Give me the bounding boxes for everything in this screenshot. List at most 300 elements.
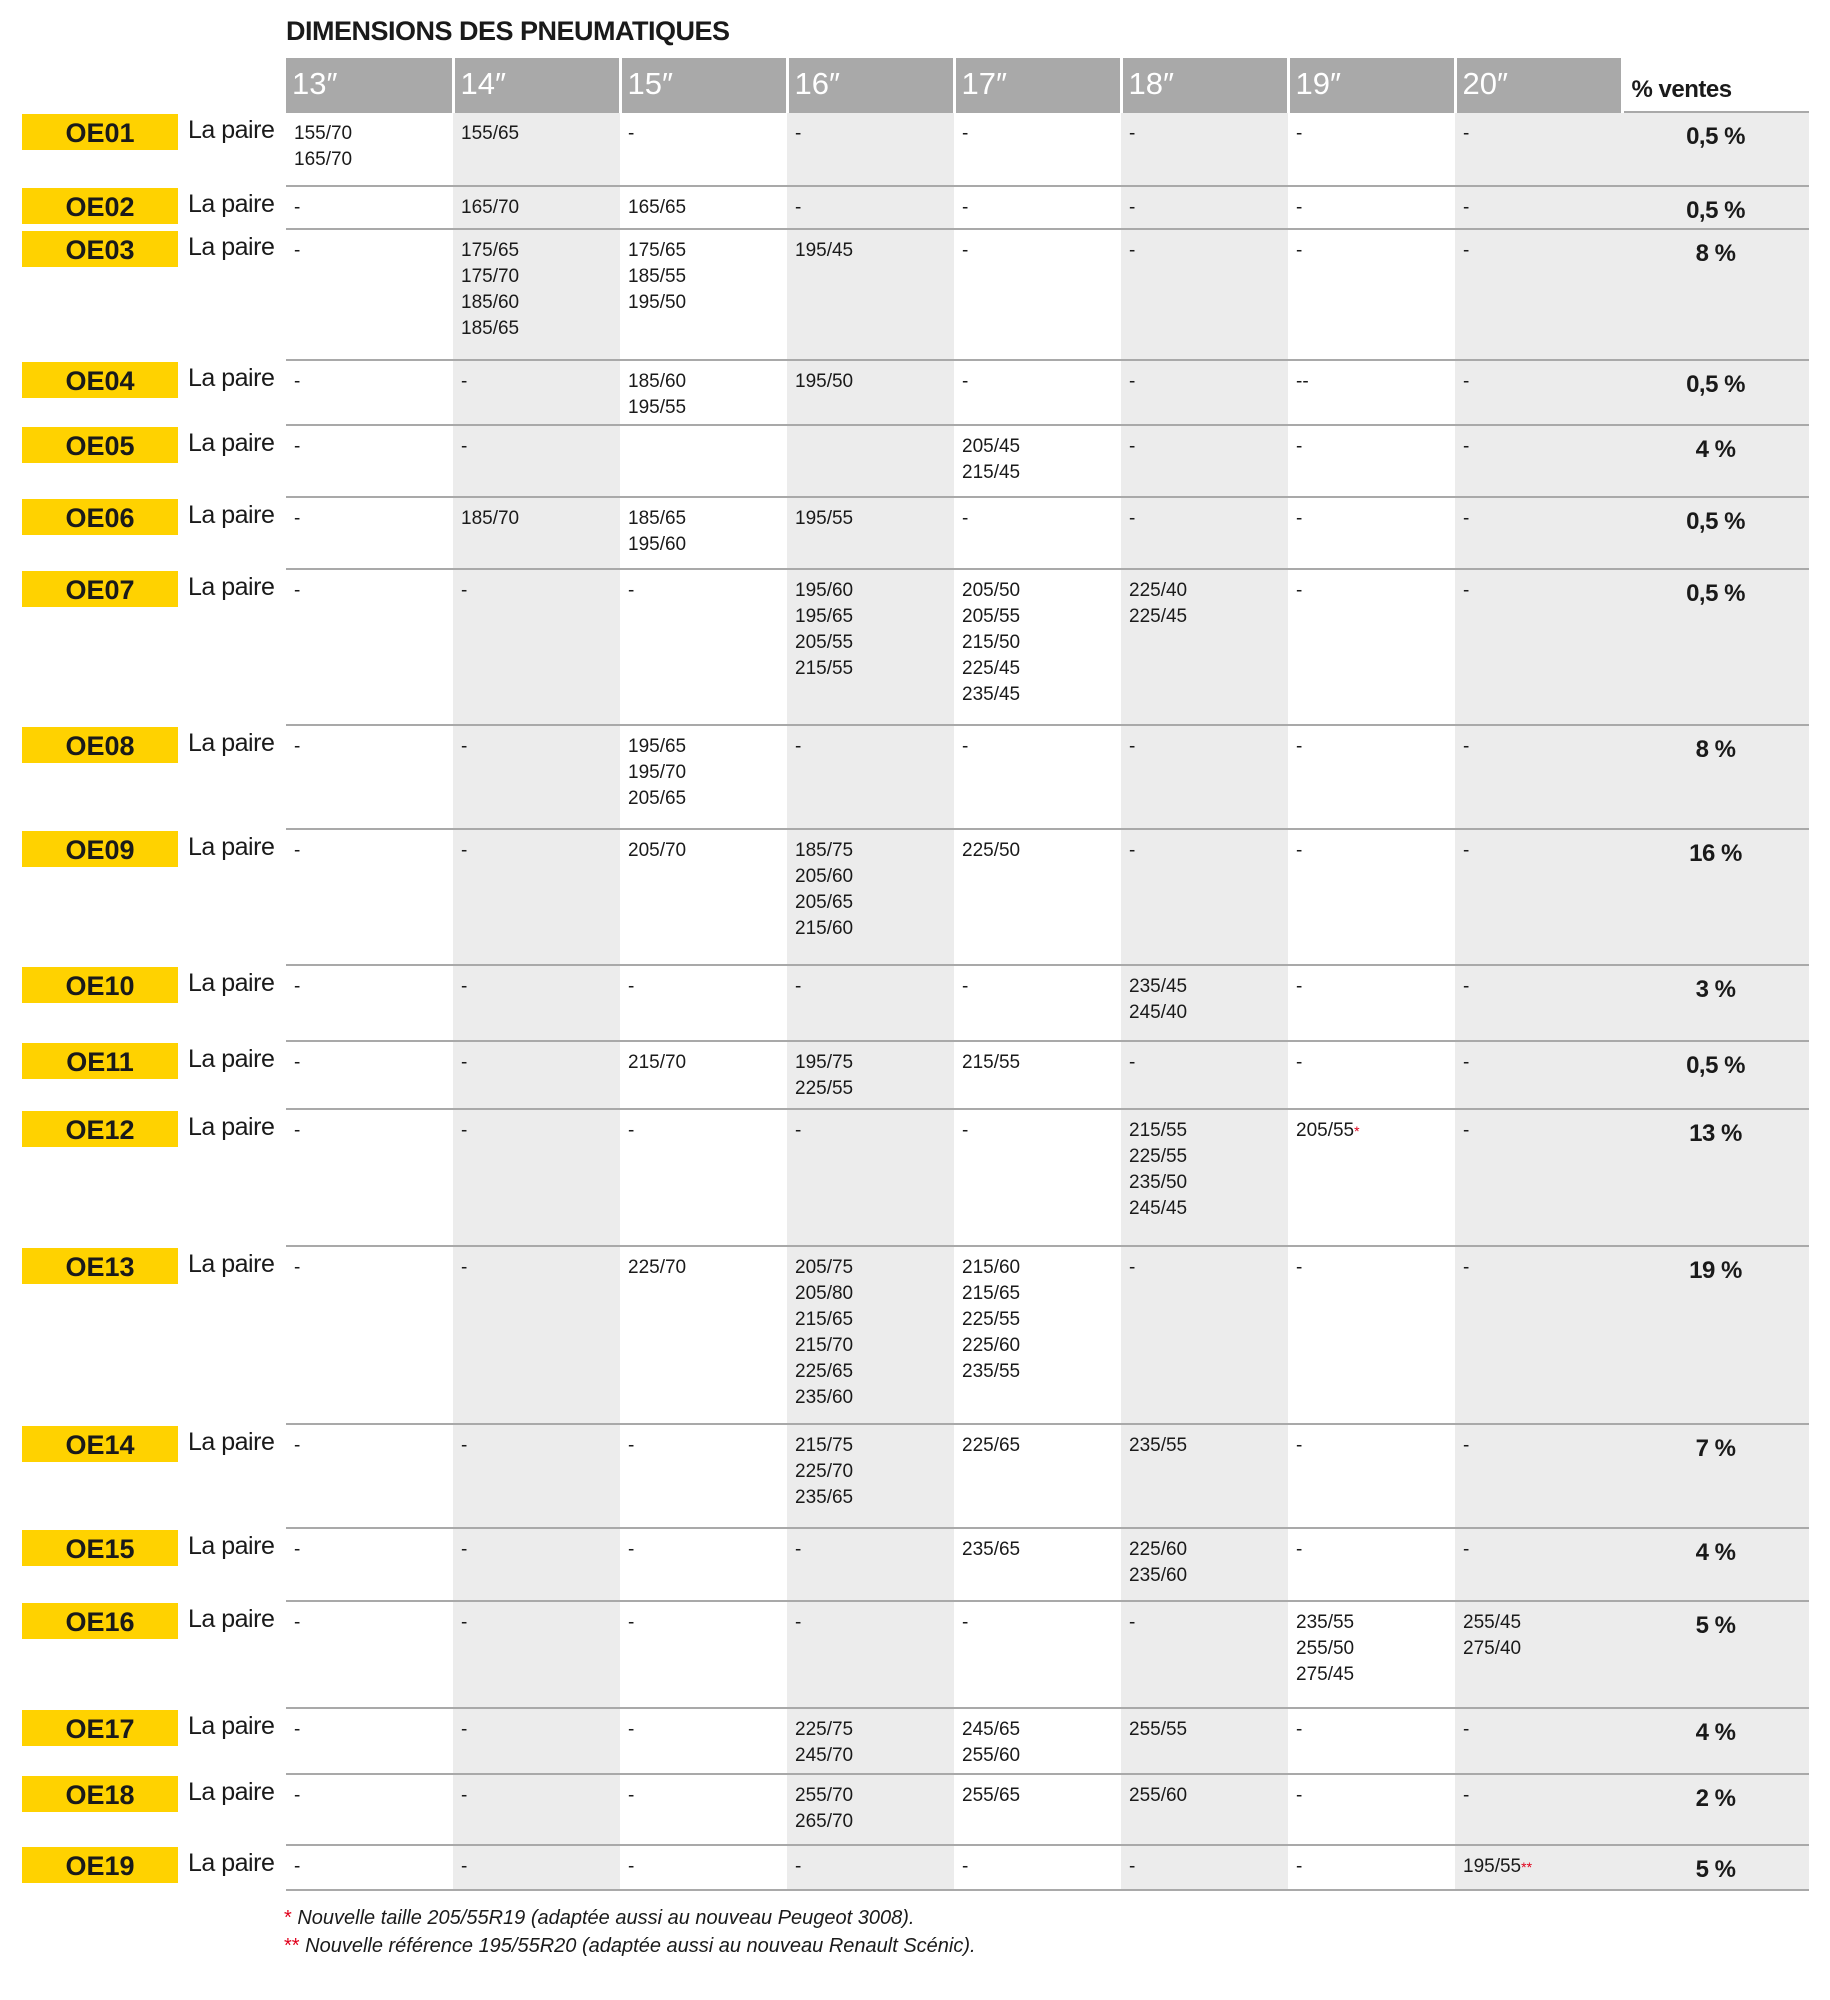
size-cell: [620, 965, 787, 1041]
pair-label: La paire: [188, 1849, 275, 1877]
tyre-dimensions-table: [22, 58, 1809, 1891]
table-body: [22, 112, 1809, 1890]
size-values: -: [461, 976, 468, 997]
sales-percent-cell: 0,5 %: [1622, 186, 1809, 229]
size-cell: [620, 229, 787, 360]
size-cell: [954, 497, 1121, 569]
size-cell: [954, 186, 1121, 229]
page-title: DIMENSIONS DES PNEUMATIQUES: [286, 16, 730, 46]
size-values: -: [1463, 840, 1470, 861]
table-row: [22, 1601, 1809, 1708]
size-cell: [620, 1708, 787, 1774]
size-cell: [620, 1528, 787, 1601]
size-values: 225/75 245/70: [795, 1719, 854, 1766]
footnote-2: [284, 1932, 976, 1960]
size-values: 205/70: [628, 840, 687, 861]
size-cell: [787, 497, 954, 569]
pair-label: La paire: [188, 1712, 275, 1740]
footnote-1: [284, 1904, 976, 1932]
size-cell: [286, 1528, 453, 1601]
reference-badge: OE13: [22, 1248, 178, 1284]
size-cell: [286, 360, 453, 425]
sales-percent-cell: 0,5 %: [1622, 1041, 1809, 1109]
size-values: 185/75 205/60 205/65 215/60: [795, 840, 854, 939]
size-values: 225/50: [962, 840, 1021, 861]
table-row: [22, 360, 1809, 425]
reference-badge: OE17: [22, 1710, 178, 1746]
size-values: -: [1463, 436, 1470, 457]
pair-label: La paire: [188, 729, 275, 757]
header-size-20: 20″: [1455, 58, 1622, 112]
size-cell: [1455, 1601, 1622, 1708]
size-values: 175/65 185/55 195/50: [628, 240, 687, 313]
size-cell: [1288, 1528, 1455, 1601]
size-values: -: [1463, 976, 1470, 997]
size-cell: [1121, 112, 1288, 186]
reference-cell: [22, 1109, 180, 1246]
size-values: -: [461, 736, 468, 757]
size-values: -: [1129, 197, 1136, 218]
footnotes: [284, 1904, 976, 1960]
size-cell: [1288, 186, 1455, 229]
size-cell: [787, 1774, 954, 1845]
reference-badge: OE03: [22, 231, 178, 267]
sales-percent-cell: 2 %: [1622, 1774, 1809, 1845]
size-values: -: [1296, 1719, 1303, 1740]
size-cell: [787, 1246, 954, 1424]
size-cell: [1288, 1041, 1455, 1109]
size-cell: [453, 965, 620, 1041]
reference-badge: OE18: [22, 1776, 178, 1812]
size-cell: [787, 425, 954, 497]
size-cell: [787, 1109, 954, 1246]
size-cell: [787, 725, 954, 829]
size-cell: [453, 112, 620, 186]
header-size-14: 14″: [453, 58, 620, 112]
size-cell: [1121, 1246, 1288, 1424]
size-values: -: [294, 240, 301, 261]
size-cell: [453, 1528, 620, 1601]
size-cell: [1455, 965, 1622, 1041]
size-cell: [1288, 1774, 1455, 1845]
size-values: -: [962, 197, 969, 218]
size-cell: [453, 186, 620, 229]
size-cell: [1121, 1109, 1288, 1246]
reference-cell: [22, 229, 180, 360]
size-cell: [1121, 186, 1288, 229]
size-values: -: [461, 1257, 468, 1278]
size-cell: [620, 497, 787, 569]
size-cell: [1455, 229, 1622, 360]
size-values: -: [628, 1435, 635, 1456]
table-row: [22, 1424, 1809, 1528]
pair-label: La paire: [188, 1045, 275, 1073]
size-values: 195/55: [1463, 1856, 1522, 1877]
footnote-1-text: Nouvelle taille 205/55R19 (adaptée aussi au nouveau Peugeot 3008).: [291, 1907, 915, 1929]
size-values: 205/45 215/45: [962, 436, 1021, 483]
size-cell: [286, 1246, 453, 1424]
size-values: -: [1296, 580, 1303, 601]
size-values: -: [1463, 508, 1470, 529]
size-cell: [787, 1845, 954, 1890]
size-cell: [787, 569, 954, 725]
size-values: 195/45: [795, 240, 854, 261]
size-values: -: [461, 1435, 468, 1456]
size-values: -: [1463, 736, 1470, 757]
reference-badge: OE08: [22, 727, 178, 763]
size-cell: [453, 1109, 620, 1246]
size-cell: [1288, 360, 1455, 425]
size-cell: [954, 1424, 1121, 1528]
size-cell: [787, 229, 954, 360]
reference-badge: OE10: [22, 967, 178, 1003]
size-values: -: [795, 1612, 802, 1633]
size-cell: [954, 360, 1121, 425]
size-values: -: [795, 1856, 802, 1877]
header-size-17: 17″: [954, 58, 1121, 112]
size-values: 235/65: [962, 1539, 1021, 1560]
size-values: -: [1463, 1120, 1470, 1141]
reference-badge: OE16: [22, 1603, 178, 1639]
size-values: 215/55 225/55 235/50 245/45: [1129, 1120, 1188, 1219]
reference-badge: OE04: [22, 362, 178, 398]
sales-percent-cell: 8 %: [1622, 725, 1809, 829]
size-values: -: [294, 736, 301, 757]
size-values: 215/55: [962, 1052, 1021, 1073]
table-row: [22, 569, 1809, 725]
size-cell: [453, 1601, 620, 1708]
size-values: 195/60 195/65 205/55 215/55: [795, 580, 854, 679]
size-values: -: [1129, 436, 1136, 457]
size-cell: [1455, 829, 1622, 965]
size-values: -: [1296, 197, 1303, 218]
size-cell: [1121, 229, 1288, 360]
size-cell: [286, 569, 453, 725]
size-values: -: [461, 1856, 468, 1877]
size-cell: [1121, 1424, 1288, 1528]
size-values: -: [1129, 840, 1136, 861]
size-cell: [453, 229, 620, 360]
size-values: 185/65 195/60: [628, 508, 687, 555]
pair-label: La paire: [188, 969, 275, 997]
size-values: 225/40 225/45: [1129, 580, 1188, 627]
size-values: -: [628, 123, 635, 144]
pair-label: La paire: [188, 1113, 275, 1141]
size-cell: [453, 497, 620, 569]
reference-badge: OE12: [22, 1111, 178, 1147]
size-cell: [1288, 829, 1455, 965]
table-row: [22, 965, 1809, 1041]
table-row: [22, 186, 1809, 229]
reference-badge: OE02: [22, 188, 178, 224]
sales-percent-cell: 0,5 %: [1622, 497, 1809, 569]
size-values: 195/50: [795, 371, 854, 392]
size-values: -: [1296, 736, 1303, 757]
size-cell: [1121, 829, 1288, 965]
size-cell: [453, 1041, 620, 1109]
size-cell: [787, 1528, 954, 1601]
size-cell: [620, 1041, 787, 1109]
size-cell: [286, 229, 453, 360]
sales-percent-cell: 7 %: [1622, 1424, 1809, 1528]
size-values: -: [795, 1539, 802, 1560]
reference-cell: [22, 360, 180, 425]
size-cell: [1288, 1708, 1455, 1774]
size-cell: [1121, 965, 1288, 1041]
size-cell: [954, 1601, 1121, 1708]
size-cell: [453, 725, 620, 829]
size-cell: [1455, 1041, 1622, 1109]
size-values: -: [962, 123, 969, 144]
size-values: 155/70 165/70: [294, 123, 353, 170]
size-values: -: [1296, 840, 1303, 861]
size-cell: [954, 1528, 1121, 1601]
pair-label: La paire: [188, 1250, 275, 1278]
reference-badge: OE14: [22, 1426, 178, 1462]
pair-label: La paire: [188, 573, 275, 601]
size-values: -: [461, 1052, 468, 1073]
size-cell: [954, 229, 1121, 360]
size-cell: [286, 1845, 453, 1890]
size-cell: [286, 725, 453, 829]
size-values: 225/65: [962, 1435, 1021, 1456]
size-values: 195/55: [795, 508, 854, 529]
size-values: -: [294, 197, 301, 218]
size-cell: [1455, 497, 1622, 569]
size-values: -: [962, 976, 969, 997]
reference-cell: [22, 965, 180, 1041]
size-cell: [787, 1601, 954, 1708]
size-values: -: [1463, 1719, 1470, 1740]
sales-percent-cell: 4 %: [1622, 1708, 1809, 1774]
size-values: -: [1129, 371, 1136, 392]
header-sales-percent: % ventes: [1631, 76, 1732, 103]
size-values: -: [294, 371, 301, 392]
size-values: -: [628, 976, 635, 997]
size-values: -: [962, 1856, 969, 1877]
size-values: -: [1463, 371, 1470, 392]
size-values: 255/70 265/70: [795, 1785, 854, 1832]
size-values: 165/70: [461, 197, 520, 218]
size-values: -: [1129, 1052, 1136, 1073]
size-values: 185/70: [461, 508, 520, 529]
size-cell: [453, 1708, 620, 1774]
reference-badge: OE19: [22, 1847, 178, 1883]
size-cell: [954, 1774, 1121, 1845]
pair-label: La paire: [188, 190, 275, 218]
size-cell: [620, 1601, 787, 1708]
table-row: [22, 1528, 1809, 1601]
size-values: -: [1129, 123, 1136, 144]
size-values: -: [1296, 1539, 1303, 1560]
size-cell: [453, 569, 620, 725]
footnote-marker: **: [1521, 1859, 1533, 1875]
size-cell: [787, 1708, 954, 1774]
size-cell: [787, 360, 954, 425]
size-values: -: [1463, 240, 1470, 261]
size-cell: [1455, 1774, 1622, 1845]
size-values: -: [1296, 1785, 1303, 1806]
size-values: 215/75 225/70 235/65: [795, 1435, 854, 1508]
size-values: -: [1463, 1435, 1470, 1456]
size-cell: [620, 829, 787, 965]
pair-label: La paire: [188, 501, 275, 529]
sales-percent-cell: 4 %: [1622, 425, 1809, 497]
size-cell: [620, 1774, 787, 1845]
size-values: -: [628, 1719, 635, 1740]
size-cell: [1121, 425, 1288, 497]
footnote-2-mark: **: [284, 1935, 300, 1957]
size-cell: [1121, 1601, 1288, 1708]
size-cell: [620, 1845, 787, 1890]
reference-cell: [22, 1601, 180, 1708]
size-cell: [954, 1845, 1121, 1890]
size-values: 195/65 195/70 205/65: [628, 736, 687, 809]
size-values: -: [461, 436, 468, 457]
reference-cell: [22, 112, 180, 186]
size-values: -: [628, 1856, 635, 1877]
size-values: -: [1296, 1856, 1303, 1877]
size-values: -: [1296, 123, 1303, 144]
size-values: 215/60 215/65 225/55 225/60 235/55: [962, 1257, 1021, 1382]
size-cell: [787, 1424, 954, 1528]
size-cell: [954, 425, 1121, 497]
size-values: -: [962, 371, 969, 392]
size-cell: [954, 1246, 1121, 1424]
size-values: -: [1296, 436, 1303, 457]
size-cell: [620, 425, 787, 497]
size-values: -: [962, 1120, 969, 1141]
pair-label: La paire: [188, 1532, 275, 1560]
table-row: [22, 1708, 1809, 1774]
size-values: -: [1463, 1785, 1470, 1806]
size-cell: [1455, 1109, 1622, 1246]
size-cell: [1455, 725, 1622, 829]
size-values: -: [294, 508, 301, 529]
reference-badge: OE06: [22, 499, 178, 535]
size-cell: [1455, 569, 1622, 725]
reference-badge: OE11: [22, 1043, 178, 1079]
size-cell: [286, 112, 453, 186]
table-row: [22, 725, 1809, 829]
size-values: -: [461, 1612, 468, 1633]
size-values: -: [628, 1785, 635, 1806]
size-values: 225/70: [628, 1257, 687, 1278]
reference-cell: [22, 1424, 180, 1528]
sales-percent-cell: 0,5 %: [1622, 569, 1809, 725]
sales-percent-cell: 0,5 %: [1622, 360, 1809, 425]
table-row: [22, 229, 1809, 360]
size-values: -: [1129, 240, 1136, 261]
size-values: 195/75 225/55: [795, 1052, 854, 1099]
table-row: [22, 829, 1809, 965]
size-cell: [620, 360, 787, 425]
size-values: 235/55 255/50 275/45: [1296, 1612, 1355, 1685]
size-values: 255/65: [962, 1785, 1021, 1806]
size-values: -: [1463, 580, 1470, 601]
size-cell: [787, 965, 954, 1041]
size-values: -: [1296, 240, 1303, 261]
size-cell: [1121, 1528, 1288, 1601]
size-cell: [286, 965, 453, 1041]
size-cell: [620, 1109, 787, 1246]
table-row: [22, 1774, 1809, 1845]
size-cell: [1121, 725, 1288, 829]
size-values: -: [461, 1120, 468, 1141]
size-values: -: [1296, 508, 1303, 529]
size-values: -: [1296, 976, 1303, 997]
header-size-13: 13″: [286, 58, 453, 112]
size-cell: [954, 1041, 1121, 1109]
pair-label: La paire: [188, 364, 275, 392]
size-values: -: [628, 1120, 635, 1141]
reference-cell: [22, 1845, 180, 1890]
size-cell: [1455, 1845, 1622, 1890]
size-values: 255/55: [1129, 1719, 1188, 1740]
size-cell: [1455, 1528, 1622, 1601]
size-values: 205/50 205/55 215/50 225/45 235/45: [962, 580, 1021, 705]
size-cell: [1288, 425, 1455, 497]
size-values: -: [962, 508, 969, 529]
sales-percent-cell: 4 %: [1622, 1528, 1809, 1601]
pair-label: La paire: [188, 1605, 275, 1633]
sales-percent-cell: 8 %: [1622, 229, 1809, 360]
size-values: -: [1296, 1052, 1303, 1073]
size-cell: [1288, 725, 1455, 829]
table-row: [22, 1845, 1809, 1890]
size-values: -: [795, 197, 802, 218]
size-values: --: [1296, 371, 1309, 392]
size-values: -: [962, 240, 969, 261]
size-cell: [787, 112, 954, 186]
size-cell: [1121, 569, 1288, 725]
size-values: -: [962, 1612, 969, 1633]
table-row: [22, 425, 1809, 497]
size-cell: [1455, 1424, 1622, 1528]
size-cell: [453, 1424, 620, 1528]
size-values: -: [1463, 1257, 1470, 1278]
size-cell: [1288, 497, 1455, 569]
footnote-2-text: Nouvelle référence 195/55R20 (adaptée aussi au nouveau Renault Scénic).: [299, 1935, 976, 1957]
size-values: -: [461, 1539, 468, 1560]
size-cell: [1288, 1109, 1455, 1246]
size-values: -: [294, 1539, 301, 1560]
size-values: -: [628, 580, 635, 601]
size-cell: [1455, 1246, 1622, 1424]
table-row: [22, 1109, 1809, 1246]
size-cell: [286, 1109, 453, 1246]
pair-label: La paire: [188, 429, 275, 457]
size-values: -: [795, 123, 802, 144]
size-cell: [453, 1845, 620, 1890]
size-values: -: [294, 1257, 301, 1278]
size-values: -: [1296, 1257, 1303, 1278]
size-cell: [787, 186, 954, 229]
size-values: -: [1129, 1257, 1136, 1278]
size-values: -: [1129, 1856, 1136, 1877]
header-size-16: 16″: [787, 58, 954, 112]
size-cell: [453, 829, 620, 965]
size-values: 175/65 175/70 185/60 185/65: [461, 240, 520, 339]
size-values: -: [294, 580, 301, 601]
header-spacer: [22, 58, 286, 112]
pair-label: La paire: [188, 233, 275, 261]
size-cell: [954, 112, 1121, 186]
size-values: -: [461, 1719, 468, 1740]
size-values: -: [962, 736, 969, 757]
size-values: -: [461, 371, 468, 392]
reference-cell: [22, 1528, 180, 1601]
